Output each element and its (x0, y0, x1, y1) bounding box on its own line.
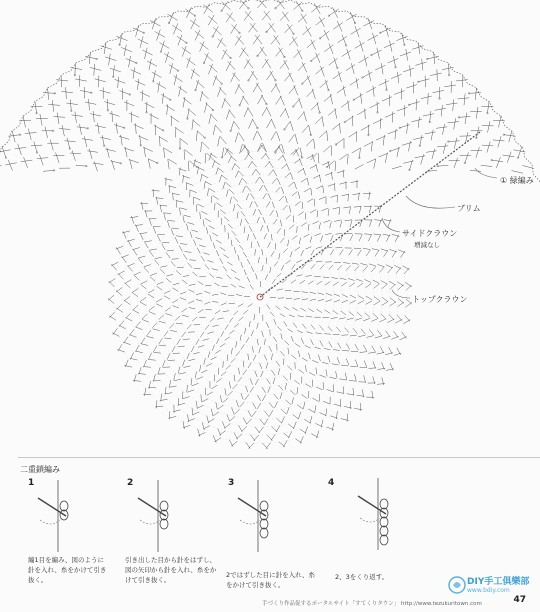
step-2-number: 2 (127, 478, 134, 488)
step-1-text: 編1目を編み、図のように針を入れ、糸をかけて引き抜く。 (28, 556, 107, 584)
technique-title: 二重鎖編み (20, 465, 60, 474)
step-1-number: 1 (28, 478, 35, 488)
label-side-crown-note: 増減なし (414, 241, 440, 249)
page-number: 47 (513, 595, 526, 605)
label-top-crown: トップクラウン (412, 295, 468, 304)
watermark-url: www.bdiy.com (467, 587, 510, 594)
label-side-crown: サイドクラウン (402, 229, 458, 238)
watermark (467, 574, 540, 594)
label-brim: ブリム (457, 204, 481, 213)
section-divider (18, 457, 540, 458)
watermark-title: DIY手工俱樂部 (467, 577, 530, 587)
technique-illustrations (38, 478, 388, 552)
label-chain-row: ① 緑編み (500, 176, 534, 185)
step-2-text: 引き出した目から針をはずし、図の矢印から針を入れ、糸をかけて引き抜く。 (125, 556, 217, 584)
step-3-number: 3 (228, 478, 235, 488)
step-4-number: 4 (328, 478, 335, 488)
footer-text: 手づくり作品促するポータルサイト「すてくりタウン」 http://www.tezukuritown.com (262, 601, 482, 607)
step-4-text: 2、3をくり返す。 (335, 573, 389, 581)
step-3-text: 2ではずした目に針を入れ、糸をかけて引き抜く。 (226, 571, 316, 589)
crown-chart (108, 132, 480, 449)
watermark-logo-icon (448, 576, 466, 594)
